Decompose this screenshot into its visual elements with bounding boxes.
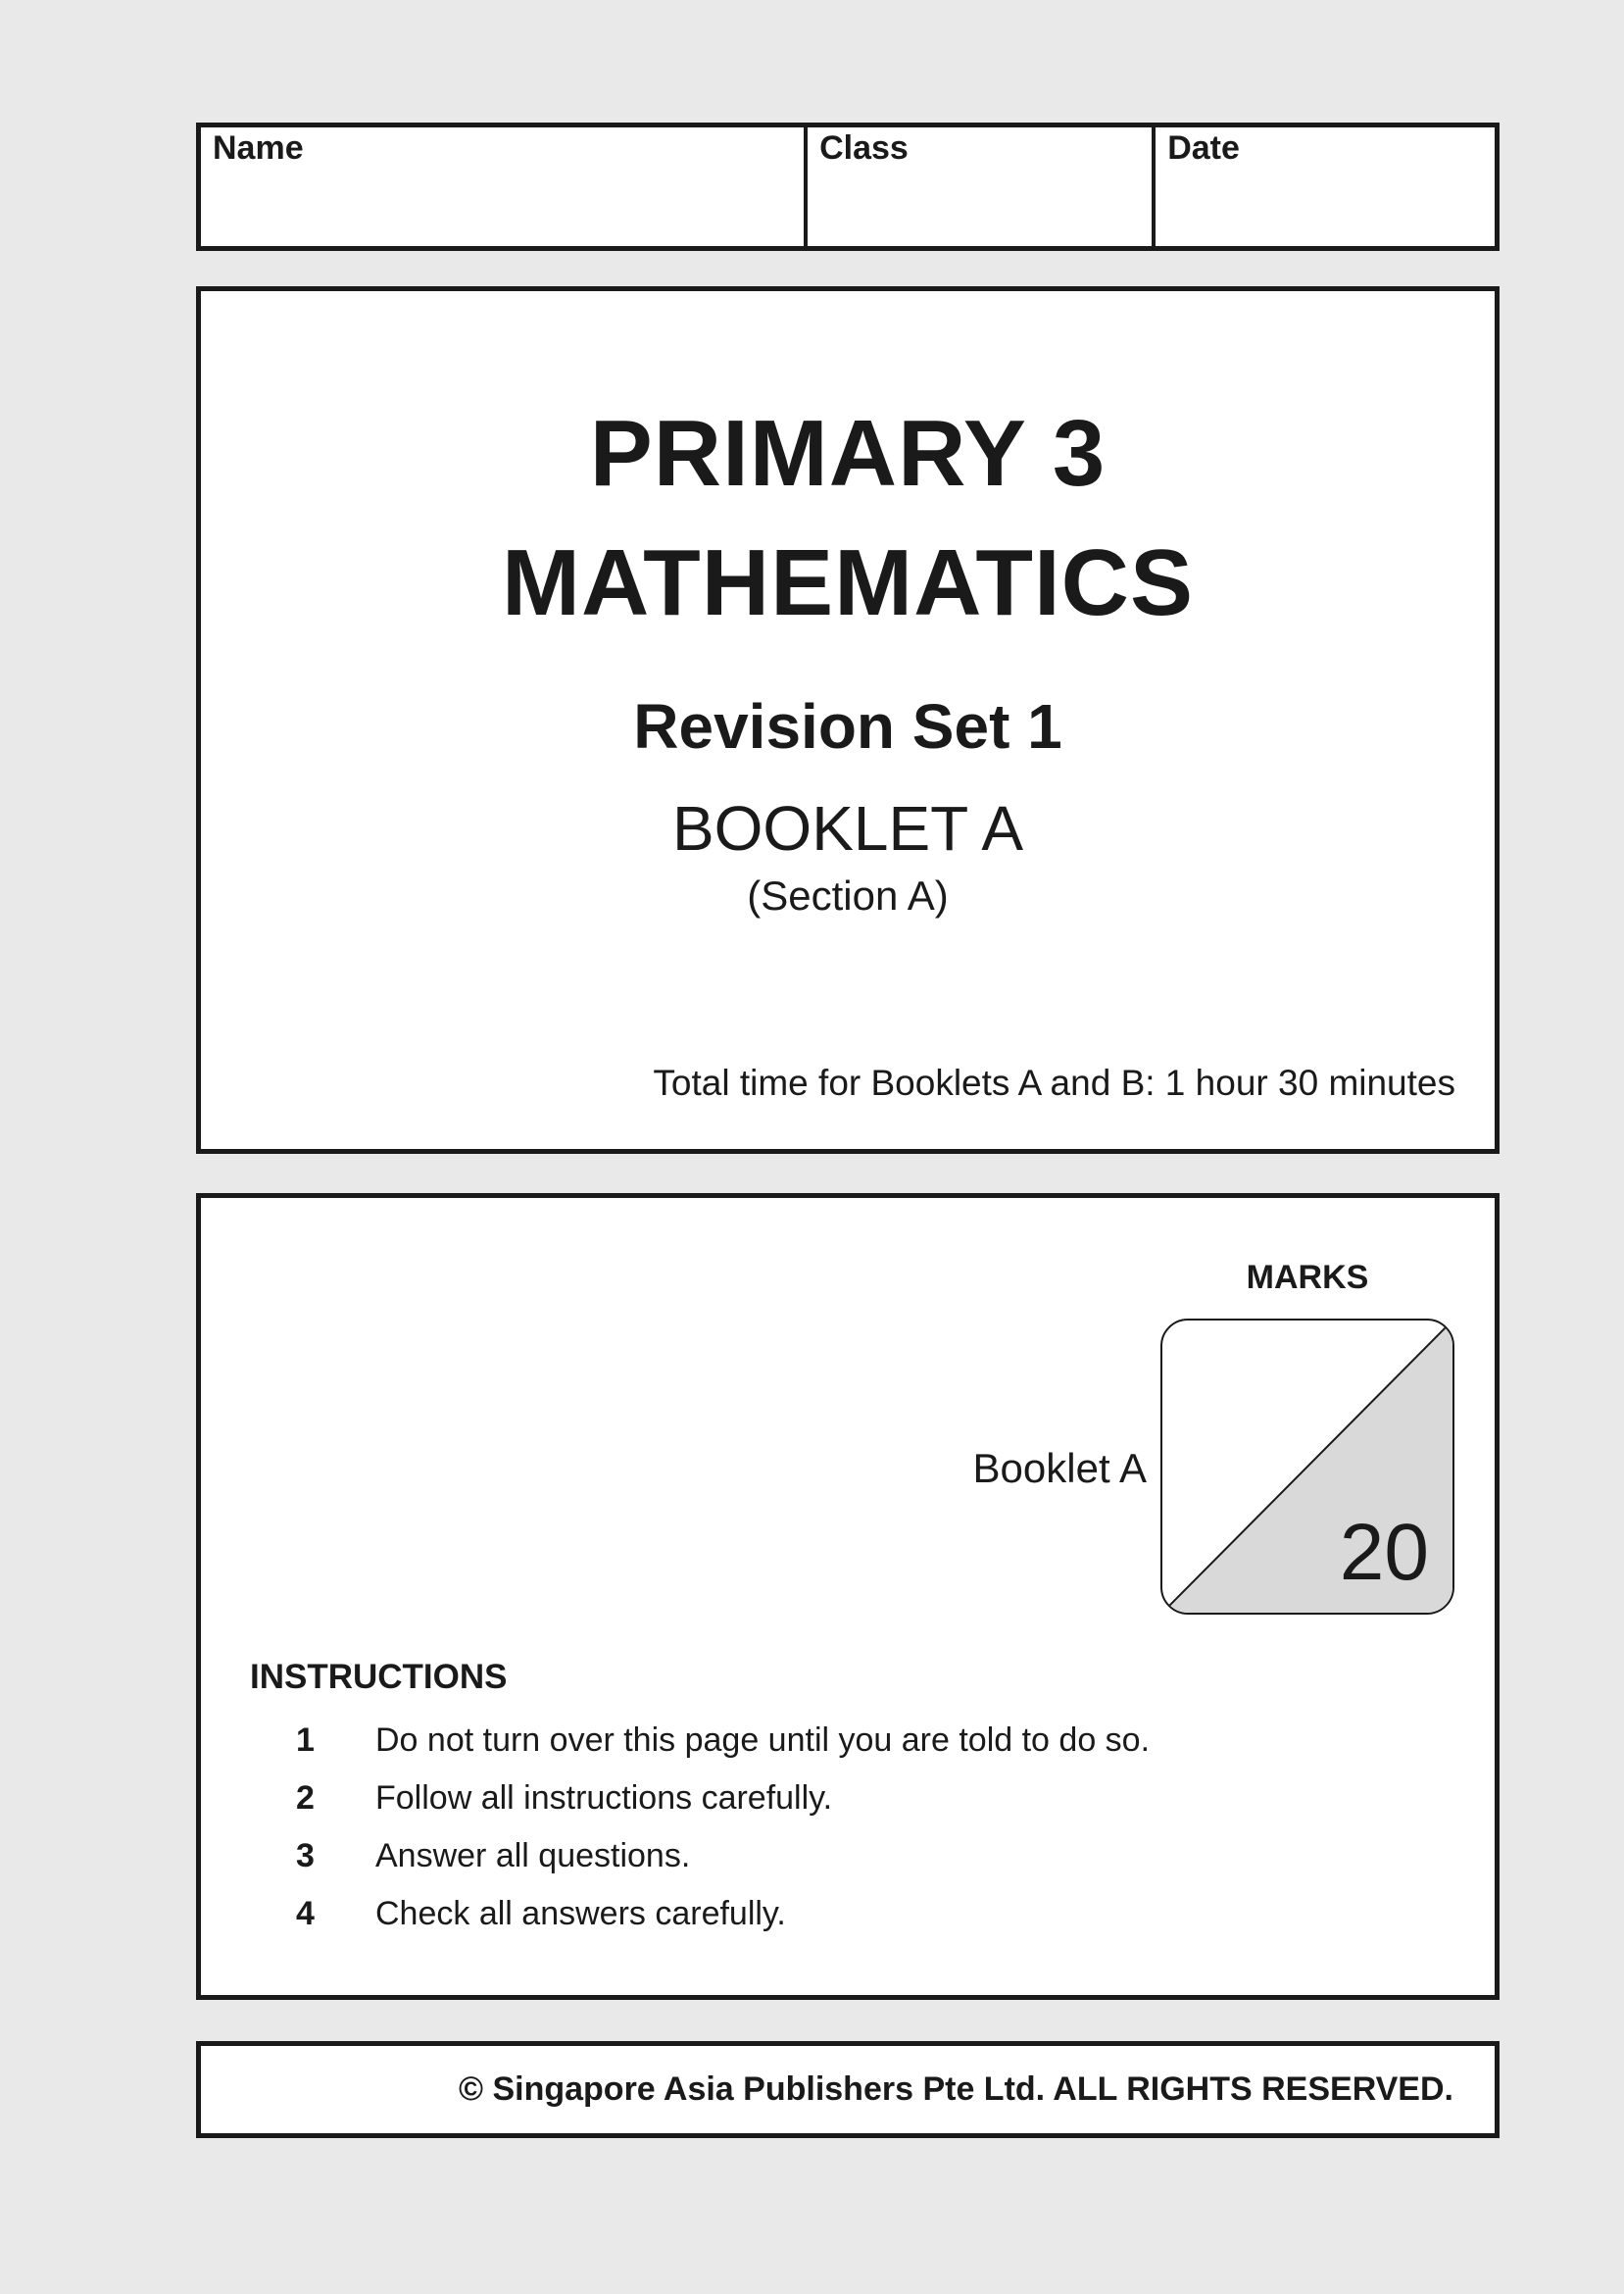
instruction-item [201,1897,1495,1930]
marks-instructions-box [196,1193,1500,2000]
date-label: Date [1167,129,1240,167]
instruction-item [201,1839,1495,1872]
instruction-item [201,1723,1495,1757]
student-info-table [196,123,1500,251]
booklet-a-label: Booklet A [972,1445,1147,1491]
copyright-text: © Singapore Asia Publishers Pte Ltd. ALL RIGHTS RESERVED. [458,2070,1453,2108]
date-field-cell [1152,127,1495,246]
title-box [196,286,1500,1154]
instruction-number: 3 [296,1837,315,1874]
instruction-item [201,1781,1495,1815]
instructions-list [201,1723,1495,1955]
total-time-note: Total time for Booklets A and B: 1 hour 30 minutes [653,1063,1455,1103]
instruction-number: 2 [296,1779,315,1817]
booklet-title: BOOKLET A [671,792,1024,864]
revision-set-subtitle: Revision Set 1 [633,690,1062,762]
page-title-line2: MATHEMATICS [501,530,1194,636]
instruction-number: 4 [296,1895,315,1932]
instruction-text: Follow all instructions carefully. [375,1779,833,1817]
name-label: Name [213,129,304,167]
instructions-heading: INSTRUCTIONS [250,1658,508,1696]
instruction-text: Check all answers carefully. [375,1895,786,1932]
section-subtitle: (Section A) [747,872,949,919]
instruction-text: Answer all questions. [375,1837,691,1874]
page-title-line1: PRIMARY 3 [589,401,1107,506]
class-field-cell [804,127,1152,246]
total-marks-value: 20 [1339,1508,1429,1597]
page-title [201,389,1495,649]
instruction-number: 1 [296,1721,315,1759]
footer-box [196,2041,1500,2138]
name-field-cell [201,127,804,246]
instruction-text: Do not turn over this page until you are told to do so. [375,1721,1151,1759]
marks-score-box [1160,1319,1454,1615]
marks-heading: MARKS [1246,1259,1369,1296]
class-label: Class [819,129,909,167]
